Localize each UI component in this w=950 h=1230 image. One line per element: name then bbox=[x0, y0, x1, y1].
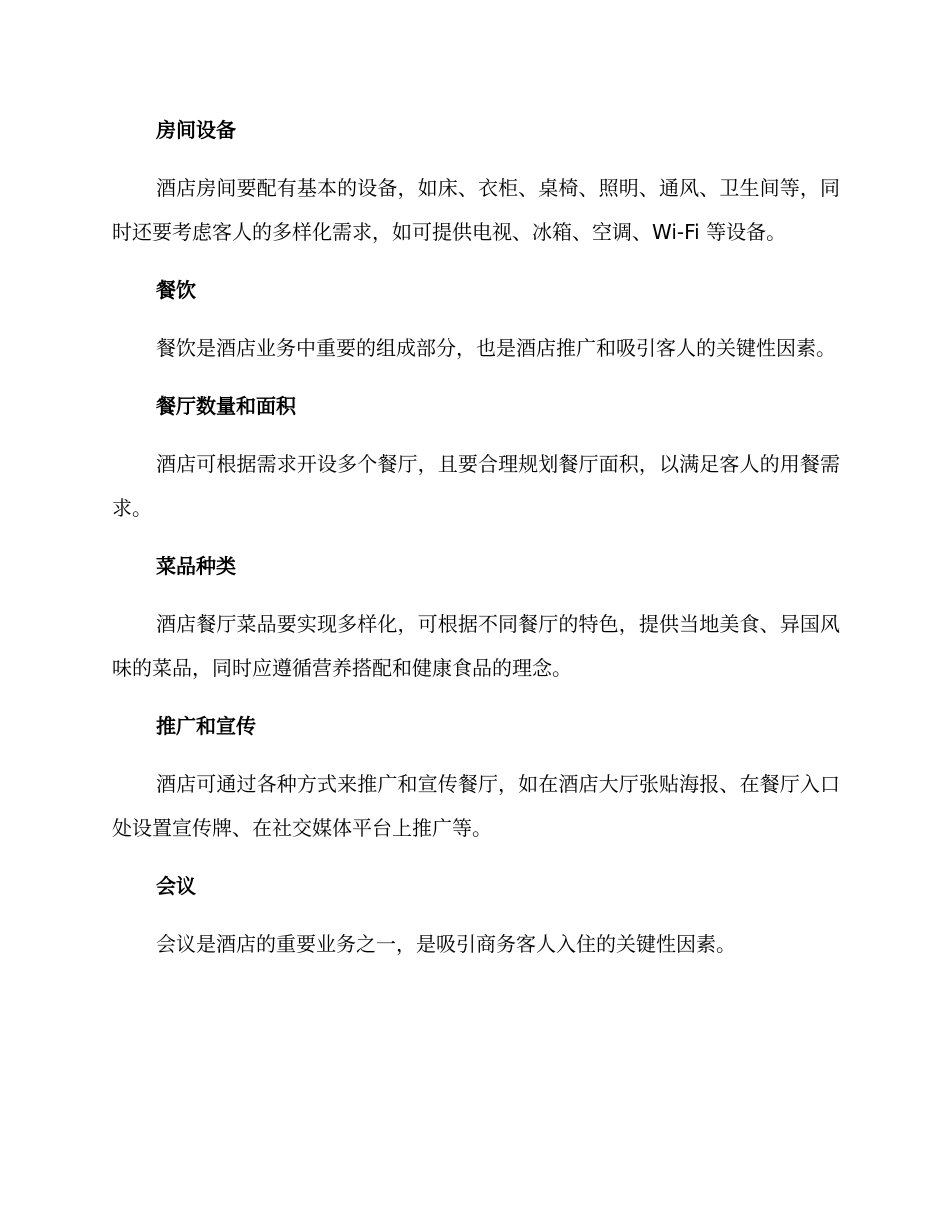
section-body-room-equipment: 酒店房间要配有基本的设备，如床、衣柜、桌椅、照明、通风、卫生间等，同时还要考虑客人的多样化需求，如可提供电视、冰箱、空调、Wi-Fi 等设备。 bbox=[112, 176, 840, 244]
section-body-catering: 餐饮是酒店业务中重要的组成部分，也是酒店推广和吸引客人的关键性因素。 bbox=[156, 336, 836, 360]
section-heading-promotion: 推广和宣传 bbox=[156, 714, 256, 738]
section-body-restaurant-count-area: 酒店可根据需求开设多个餐厅，且要合理规划餐厅面积，以满足客人的用餐需求。 bbox=[112, 452, 840, 520]
document-content bbox=[112, 108, 840, 980]
section-heading-dish-variety: 菜品种类 bbox=[156, 554, 236, 578]
section-body-promotion: 酒店可通过各种方式来推广和宣传餐厅，如在酒店大厅张贴海报、在餐厅入口处设置宣传牌、在社交媒体平台上推广等。 bbox=[112, 772, 840, 840]
section-heading-meetings: 会议 bbox=[156, 874, 196, 898]
section-body-meetings: 会议是酒店的重要业务之一，是吸引商务客人入住的关键性因素。 bbox=[156, 932, 736, 956]
section-heading-catering: 餐饮 bbox=[156, 278, 196, 302]
section-heading-room-equipment: 房间设备 bbox=[156, 118, 236, 142]
section-body-dish-variety: 酒店餐厅菜品要实现多样化，可根据不同餐厅的特色，提供当地美食、异国风味的菜品，同时应遵循营养搭配和健康食品的理念。 bbox=[112, 612, 840, 680]
section-heading-restaurant-count-area: 餐厅数量和面积 bbox=[156, 394, 296, 418]
